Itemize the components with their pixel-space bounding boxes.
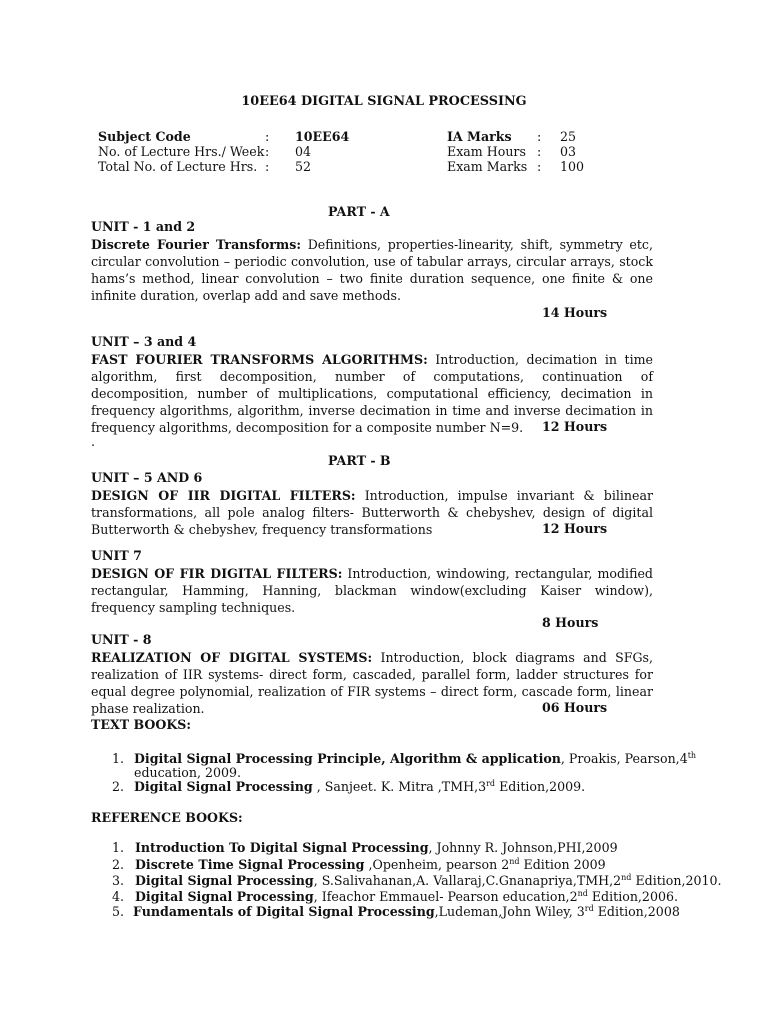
reference-book-2 — [135, 857, 606, 872]
text-book-2 — [134, 779, 585, 794]
exam-marks-value: 100 — [560, 159, 585, 174]
reference-book-3-title: Digital Signal Processing — [135, 873, 314, 888]
unit-1-2-topic: Discrete Fourier Transforms: — [91, 237, 301, 252]
unit-1-2-hours: 14 Hours — [542, 305, 608, 320]
unit-5-6-title: UNIT – 5 AND 6 — [91, 470, 203, 485]
unit-8-body: Introduction, block diagrams and SFGs, realization of IIR systems- direct form, cascaded, parallel form, ladder structures for equal degree polynomial, realization of FIR systems – direct form, cascade form, linear phase realization. — [91, 650, 653, 716]
unit-1-2-title: UNIT - 1 and 2 — [91, 219, 196, 234]
text-book-1 — [134, 751, 696, 766]
reference-book-1-title: Introduction To Digital Signal Processing — [135, 840, 429, 855]
reference-book-2-title: Discrete Time Signal Processing — [135, 857, 365, 872]
text-book-2-number: 2. — [112, 779, 125, 794]
reference-book-5-title: Fundamentals of Digital Signal Processing — [133, 904, 435, 919]
subject-code-label: Subject Code — [98, 129, 191, 144]
reference-book-2-number: 2. — [112, 857, 125, 872]
exam-hours-value: 03 — [560, 144, 577, 159]
reference-book-3-details: , S.Salivahanan,A. Vallaraj,C.Gnanapriya,TMH,2 — [313, 873, 622, 888]
reference-book-5-details: ,Ludeman,John Wiley, 3 — [434, 904, 585, 919]
reference-book-2-details: ,Openheim, pearson 2 — [364, 857, 510, 872]
unit-3-4-topic: FAST FOURIER TRANSFORMS ALGORITHMS: — [91, 352, 428, 367]
reference-book-1-number: 1. — [112, 840, 125, 855]
unit-3-4-trailing-dot: . — [91, 434, 96, 449]
subject-code-colon: : — [265, 129, 270, 144]
text-book-2-title: Digital Signal Processing — [134, 779, 313, 794]
unit-1-2-body: Definitions, properties-linearity, shift, symmetry etc, circular convolution – periodic convolution, use of tabular arrays, circular arrays, stock hams’s method, linear convolution – two finite duration sequence, one finite & one infinite duration, overlap add and save methods. — [91, 237, 653, 303]
reference-books-heading: REFERENCE BOOKS: — [91, 810, 243, 825]
total-lecture-hours-label: Total No. of Lecture Hrs. — [98, 159, 258, 174]
unit-1-2-description — [91, 236, 653, 304]
unit-7-topic: DESIGN OF FIR DIGITAL FILTERS: — [91, 566, 343, 581]
reference-book-1 — [135, 840, 618, 855]
unit-7-title: UNIT 7 — [91, 548, 142, 563]
reference-book-3 — [135, 873, 722, 888]
text-book-1-line2: education, 2009. — [134, 765, 242, 780]
text-book-1-number: 1. — [112, 751, 125, 766]
lecture-hours-week-value: 04 — [295, 144, 312, 159]
reference-book-1-details: , Johnny R. Johnson,PHI,2009 — [428, 840, 618, 855]
reference-book-2-sup: nd — [509, 857, 520, 866]
reference-book-4-number: 4. — [112, 889, 125, 904]
text-book-1-details: , Proakis, Pearson,4 — [560, 751, 688, 766]
reference-book-5-number: 5. — [112, 904, 125, 919]
ia-marks-colon: : — [537, 129, 542, 144]
reference-book-4-edition: Edition,2006. — [587, 889, 678, 904]
total-lecture-hours-colon: : — [265, 159, 270, 174]
unit-3-4-title: UNIT – 3 and 4 — [91, 334, 197, 349]
reference-book-5-edition: Edition,2008 — [593, 904, 680, 919]
part-a-heading: PART - A — [328, 204, 390, 219]
text-book-2-edition: Edition,2009. — [495, 779, 586, 794]
total-lecture-hours-value: 52 — [295, 159, 312, 174]
unit-7-hours: 8 Hours — [542, 615, 599, 630]
ia-marks-label: IA Marks — [447, 129, 512, 144]
lecture-hours-week-colon: : — [265, 144, 270, 159]
reference-book-5-sup: rd — [584, 904, 594, 913]
reference-book-3-edition: Edition,2010. — [631, 873, 722, 888]
text-book-1-sup: th — [687, 751, 697, 760]
subject-code-value: 10EE64 — [295, 129, 350, 144]
unit-7-description — [91, 565, 653, 616]
text-book-1-title: Digital Signal Processing Principle, Algorithm & application — [134, 751, 561, 766]
reference-book-5 — [133, 904, 680, 919]
reference-book-3-sup: nd — [621, 873, 632, 882]
unit-3-4-hours: 12 Hours — [542, 419, 608, 434]
reference-book-2-edition: Edition 2009 — [519, 857, 606, 872]
unit-5-6-topic: DESIGN OF IIR DIGITAL FILTERS: — [91, 488, 356, 503]
reference-book-4 — [135, 889, 678, 904]
text-book-2-sup: rd — [486, 779, 496, 788]
text-book-2-details: , Sanjeet. K. Mitra ,TMH,3 — [312, 779, 487, 794]
lecture-hours-week-label: No. of Lecture Hrs./ Week — [98, 144, 265, 159]
reference-book-4-details: , Ifeachor Emmauel- Pearson education,2 — [313, 889, 578, 904]
unit-8-hours: 06 Hours — [542, 700, 608, 715]
ia-marks-value: 25 — [560, 129, 577, 144]
unit-8-topic: REALIZATION OF DIGITAL SYSTEMS: — [91, 650, 373, 665]
document-title: 10EE64 DIGITAL SIGNAL PROCESSING — [241, 94, 527, 109]
unit-5-6-body: Introduction, impulse invariant & bilinear transformations, all pole analog filters- Butterworth & chebyshev, design of digital Butterworth & chebyshev, frequency transformations — [91, 488, 653, 537]
reference-book-4-title: Digital Signal Processing — [135, 889, 314, 904]
reference-book-3-number: 3. — [112, 873, 125, 888]
unit-8-title: UNIT - 8 — [91, 632, 152, 647]
exam-marks-label: Exam Marks — [447, 159, 528, 174]
unit-3-4-body: Introduction, decimation in time algorithm, first decomposition, number of computations, continuation of decomposition, number of multiplications, computational efficiency, decimation in frequency algorithms, algorithm, inverse decimation in time and inverse decimation in frequency algorithms, decomposition for a composite number N=9. — [91, 352, 653, 435]
exam-hours-label: Exam Hours — [447, 144, 526, 159]
unit-7-body: Introduction, windowing, rectangular, modified rectangular, Hamming, Hanning, blackman window(excluding Kaiser window), frequency sampling techniques. — [91, 566, 653, 615]
reference-book-4-sup: nd — [577, 889, 588, 898]
unit-5-6-hours: 12 Hours — [542, 521, 608, 536]
exam-hours-colon: : — [537, 144, 542, 159]
text-books-heading: TEXT BOOKS: — [91, 717, 192, 732]
exam-marks-colon: : — [537, 159, 542, 174]
part-b-heading: PART - B — [328, 453, 391, 468]
